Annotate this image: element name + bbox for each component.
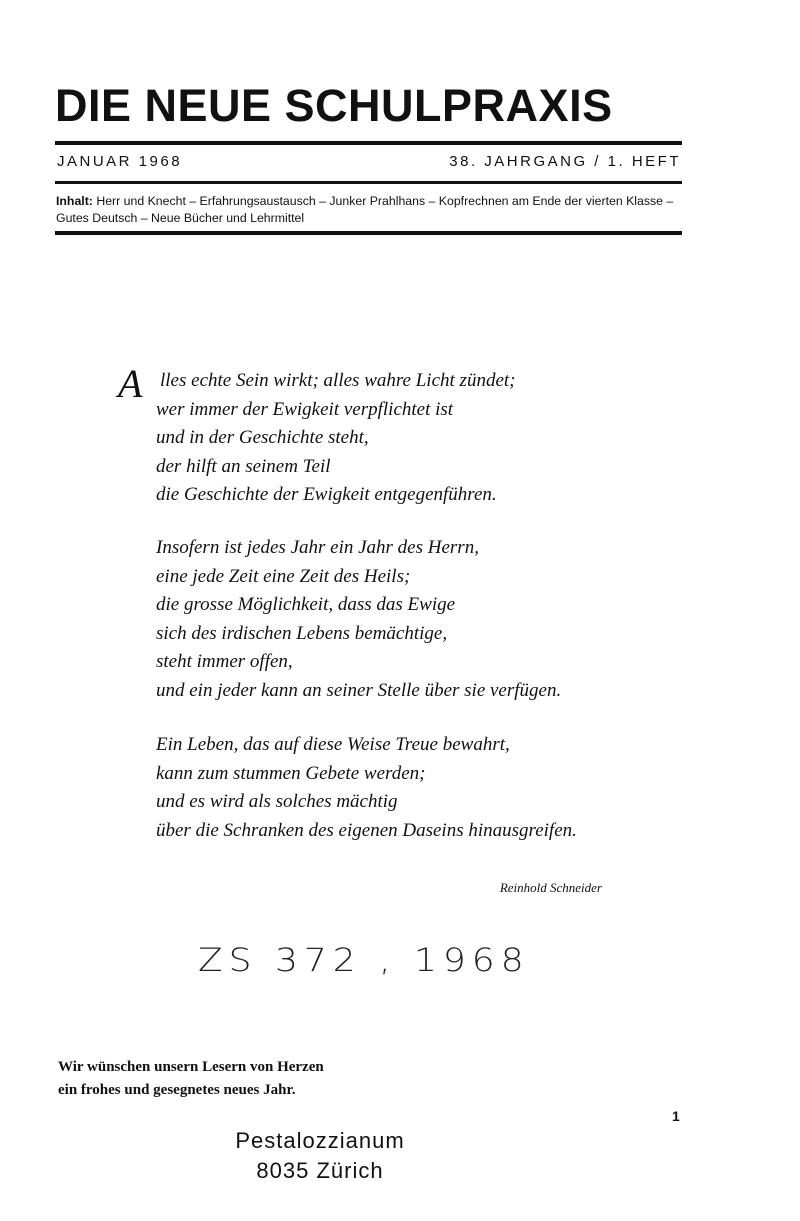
- handwritten-shelfmark: ZS 372 , 1968: [198, 942, 530, 979]
- divider: [55, 181, 682, 184]
- poem-author: Reinhold Schneider: [499, 880, 602, 895]
- poem-line: Insofern ist jedes Jahr ein Jahr des Herrn,: [156, 537, 479, 558]
- table-of-contents: [56, 193, 686, 227]
- library-stamp-name: Pestalozzianum: [235, 1128, 405, 1153]
- poem-line: eine jede Zeit eine Zeit des Heils;: [156, 565, 411, 587]
- poem-line: und es wird als solches mächtig: [156, 791, 398, 812]
- divider: [55, 231, 682, 235]
- poem-line: über die Schranken des eigenen Daseins hinausgreifen.: [156, 819, 577, 841]
- poem-line: lles echte Sein wirkt; alles wahre Licht zündet;: [160, 370, 516, 391]
- poem-line: wer immer der Ewigkeit verpflichtet ist: [156, 398, 454, 420]
- journal-title: DIE NEUE SCHULPRAXIS: [55, 80, 613, 131]
- poem-line: der hilft an seinem Teil: [156, 455, 331, 477]
- contents-label: Inhalt:: [56, 194, 93, 208]
- poem-line: sich des irdischen Lebens bemächtige,: [156, 622, 448, 644]
- greeting-line: Wir wünschen unsern Lesern von Herzen: [58, 1059, 324, 1075]
- contents-text: Herr und Knecht – Erfahrungsaustausch – Junker Prahlhans – Kopfrechnen am Ende der vierten Klasse – Gutes Deutsch – Neue Bücher und Lehrmittel: [56, 194, 674, 225]
- greeting-line: ein frohes und gesegnetes neues Jahr.: [58, 1082, 296, 1098]
- issue-number: 38. JAHRGANG / 1. HEFT: [449, 153, 681, 170]
- poem-line: Ein Leben, das auf diese Weise Treue bewahrt,: [156, 734, 510, 755]
- poem-line: kann zum stummen Gebete werden;: [156, 762, 426, 784]
- poem-line: die grosse Möglichkeit, dass das Ewige: [156, 594, 456, 615]
- decorative-initial: A: [118, 361, 143, 406]
- issue-date: JANUAR 1968: [57, 153, 183, 170]
- page-number: 1: [672, 1108, 680, 1124]
- poem-line: die Geschichte der Ewigkeit entgegenführen.: [156, 484, 497, 505]
- library-stamp-address: 8035 Zürich: [256, 1158, 384, 1183]
- divider: [55, 141, 682, 145]
- poem-line: steht immer offen,: [156, 651, 293, 672]
- poem-line: und ein jeder kann an seiner Stelle über sie verfügen.: [156, 679, 562, 701]
- poem-line: und in der Geschichte steht,: [156, 427, 369, 448]
